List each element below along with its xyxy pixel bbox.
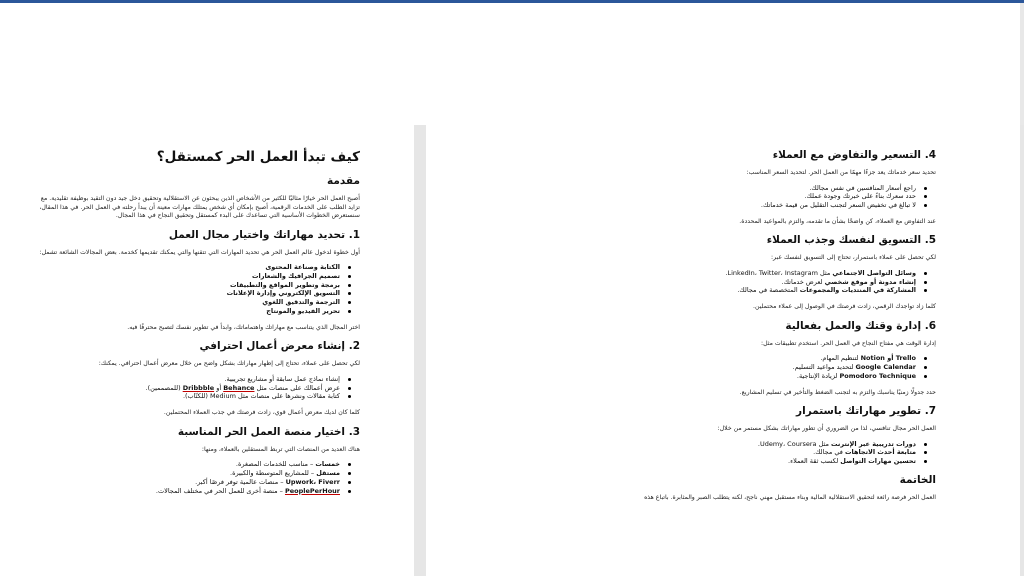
intro-heading: مقدمة (327, 175, 360, 187)
list-item-desc: – منصات عالمية توفر فرصًا أكبر. (195, 477, 286, 486)
section-1-paragraph: أول خطوة لدخول عالم العمل الحر هي تحديد المهارات التي تتقنها والتي يمكنك تقديمها كخدمة. بعض المجالات الشائعة تشمل: (39, 248, 360, 256)
vertical-scrollbar[interactable] (1020, 3, 1024, 125)
list-item-label: إنشاء مدونة أو موقع شخصي (824, 277, 916, 286)
list-item (476, 278, 916, 287)
section-7-heading: 7. تطوير مهاراتك باستمرار (796, 405, 936, 418)
section-1-heading: 1. تحديد مهاراتك واختيار مجال العمل (168, 228, 360, 241)
section-4-list (476, 184, 936, 210)
section-7-list (476, 440, 936, 466)
section-6-paragraph: إدارة الوقت هي مفتاح النجاح في العمل الحر. استخدم تطبيقات مثل: (761, 339, 936, 347)
list-item-text: (للمصممين). (145, 383, 183, 392)
section-3-list (28, 460, 360, 495)
list-item (476, 286, 916, 295)
page-2-content (476, 125, 936, 509)
list-item (28, 460, 340, 469)
section-4-heading: 4. التسعير والتفاوض مع العملاء (772, 149, 936, 161)
list-item: إنشاء نماذج عمل سابقة أو مشاريع تجريبية. (28, 375, 340, 384)
intro-paragraph: أصبح العمل الحر خيارًا مثاليًا للكثير من الأشخاص الذين يبحثون عن الاستقلالية وتحقيق دخل جيد دون التقيد بوظيفة تقليدية. مع تزايد الطلب على الخدمات الرقمية، أصبح بإمكان أي شخص يمتلك مهارات معينة أن يبدأ رحلته في العمل الحر. في هذا المقال، سنستعرض الخطوات الأساسية التي تساعدك على البدء كمستقل وتحقيق النجاح في هذا المجال. (39, 195, 360, 219)
section-6-closing: حدد جدولًا زمنيًا يناسبك والتزم به لتجنب الضغط والتأخير في تسليم المشاريع. (739, 388, 936, 396)
list-item-label: وسائل التواصل الاجتماعي (832, 268, 916, 277)
conclusion-paragraph: العمل الحر فرصة رائعة لتحقيق الاستقلالية المالية وبناء مستقبل مهني ناجح، لكنه يتطلب الصبر والمثابرة. باتباع هذه (644, 494, 936, 502)
list-item (28, 384, 340, 393)
list-item-label: تحسين مهارات التواصل (840, 457, 916, 466)
list-item-desc: – مناسب للخدمات المصغرة. (235, 460, 316, 469)
list-item-label: Trello أو Notion (860, 354, 916, 363)
list-item: لا تبالغ في تخفيض السعر لتجنب التقليل من قيمة خدماتك. (476, 201, 916, 210)
list-item-desc: لتحديد مواعيد التسليم. (792, 363, 856, 372)
list-item (476, 448, 916, 457)
document-page-1[interactable] (0, 125, 414, 576)
conclusion-heading: الخاتمة (899, 474, 936, 487)
list-item: برمجة وتطوير المواقع والتطبيقات (28, 281, 340, 290)
list-item-label: دورات تدريبية عبر الإنترنت (831, 439, 916, 448)
dribbble-link[interactable]: Dribbble (182, 383, 215, 392)
list-item (476, 372, 916, 381)
list-item-text: عرض أعمالك على منصات مثل (254, 383, 340, 392)
section-5-heading: 5. التسويق لنفسك وجذب العملاء (766, 234, 936, 247)
document-page-2[interactable] (426, 125, 1020, 576)
list-item-desc: في مجالك. (813, 448, 845, 457)
list-item: تصميم الجرافيك والشعارات (28, 272, 340, 281)
section-2-heading: 2. إنشاء معرض أعمال احترافي (199, 340, 360, 353)
section-6-list (476, 354, 936, 380)
list-item-desc: – للمشاريع المتوسطة والكبيرة. (230, 468, 317, 477)
section-5-paragraph: لكي تحصل على عملاء باستمرار، تحتاج إلى التسويق لنفسك عبر: (770, 254, 936, 262)
list-item: حدد سعرك بناءً على خبرتك وجودة عملك. (476, 192, 916, 201)
list-item-label: المشاركة في المنتديات والمجموعات (799, 286, 916, 295)
list-item-text: أو (214, 383, 224, 392)
section-2-closing: كلما كان لديك معرض أعمال قوي، زادت فرصتك في جذب العملاء المحتملين. (163, 409, 360, 417)
list-item (476, 363, 916, 372)
page-1-content (28, 125, 360, 503)
list-item-label: متابعة أحدث الاتجاهات (844, 448, 916, 457)
section-6-heading: 6. إدارة وقتك والعمل بفعالية (785, 319, 936, 332)
document-workspace (0, 125, 1024, 576)
list-item-desc: مثل LinkedIn، Twitter، Instagram. (725, 268, 833, 277)
section-4-closing: عند التفاوض مع العملاء، كن واضحًا بشأن ما تقدمه، والتزم بالمواعيد المحددة. (739, 217, 936, 225)
section-5-list (476, 269, 936, 295)
section-7-paragraph: العمل الحر مجال تنافسي، لذا من الضروري أن تطور مهاراتك بشكل مستمر من خلال: (717, 425, 936, 433)
section-1-list (28, 263, 360, 316)
list-item (28, 487, 340, 496)
list-item-desc: لتنظيم المهام. (820, 354, 861, 363)
list-item-desc: – منصة أخرى للعمل الحر في مختلف المجالات. (155, 486, 285, 495)
list-item-desc: لعرض خدماتك. (781, 277, 825, 286)
list-item (28, 478, 340, 487)
list-item-desc: المتخصصة في مجالك. (737, 286, 800, 295)
list-item-label: خمسات (315, 460, 340, 469)
list-item-label: PeoplePerHour (284, 486, 340, 495)
list-item (476, 354, 916, 363)
section-3-paragraph: هناك العديد من المنصات التي تربط المستقلين بالعملاء، ومنها: (201, 445, 360, 453)
list-item-desc: مثل Udemy، Coursera. (757, 439, 832, 448)
list-item-label: Google Calendar (855, 363, 916, 372)
list-item: تحرير الفيديو والمونتاج (28, 307, 340, 316)
ribbon-area (0, 3, 1024, 125)
section-5-closing: كلما زاد تواجدك الرقمي، زادت فرصتك في الوصول إلى عملاء محتملين. (753, 303, 936, 311)
list-item: التسويق الإلكتروني وإدارة الإعلانات (28, 289, 340, 298)
list-item-desc: لزيادة الإنتاجية. (796, 371, 840, 380)
section-1-closing: اختر المجال الذي يتناسب مع مهاراتك واهتماماتك، وابدأ في تطوير نفسك لتصبح محترفًا فيه. (127, 323, 360, 331)
list-item-label: Upwork، Fiverr (285, 477, 340, 486)
section-2-list (28, 375, 360, 401)
behance-link[interactable]: Behance (223, 383, 255, 392)
list-item-desc: لكسب ثقة العملاء. (788, 457, 841, 466)
section-4-paragraph: تحديد سعر خدماتك يعد جزءًا مهمًا من العمل الحر. لتحديد السعر المناسب: (746, 169, 936, 176)
list-item-label: مستقل (316, 468, 340, 477)
list-item: كتابة مقالات ونشرها على منصات مثل Medium (للكتّاب). (28, 392, 340, 401)
list-item (476, 457, 916, 466)
list-item (28, 469, 340, 478)
list-item (476, 269, 916, 278)
section-2-paragraph: لكي تحصل على عملاء، تحتاج إلى إظهار مهاراتك بشكل واضح من خلال معرض أعمال احترافي. يمكنك: (98, 360, 360, 368)
list-item: راجع أسعار المنافسين في نفس مجالك. (476, 184, 916, 193)
document-title: كيف تبدأ العمل الحر كمستقل؟ (156, 149, 360, 165)
list-item: الترجمة والتدقيق اللغوي (28, 298, 340, 307)
section-3-heading: 3. اختيار منصة العمل الحر المناسبة (177, 425, 360, 438)
list-item: الكتابة وصناعة المحتوى (28, 263, 340, 272)
list-item-label: Pomodoro Technique (839, 371, 916, 380)
